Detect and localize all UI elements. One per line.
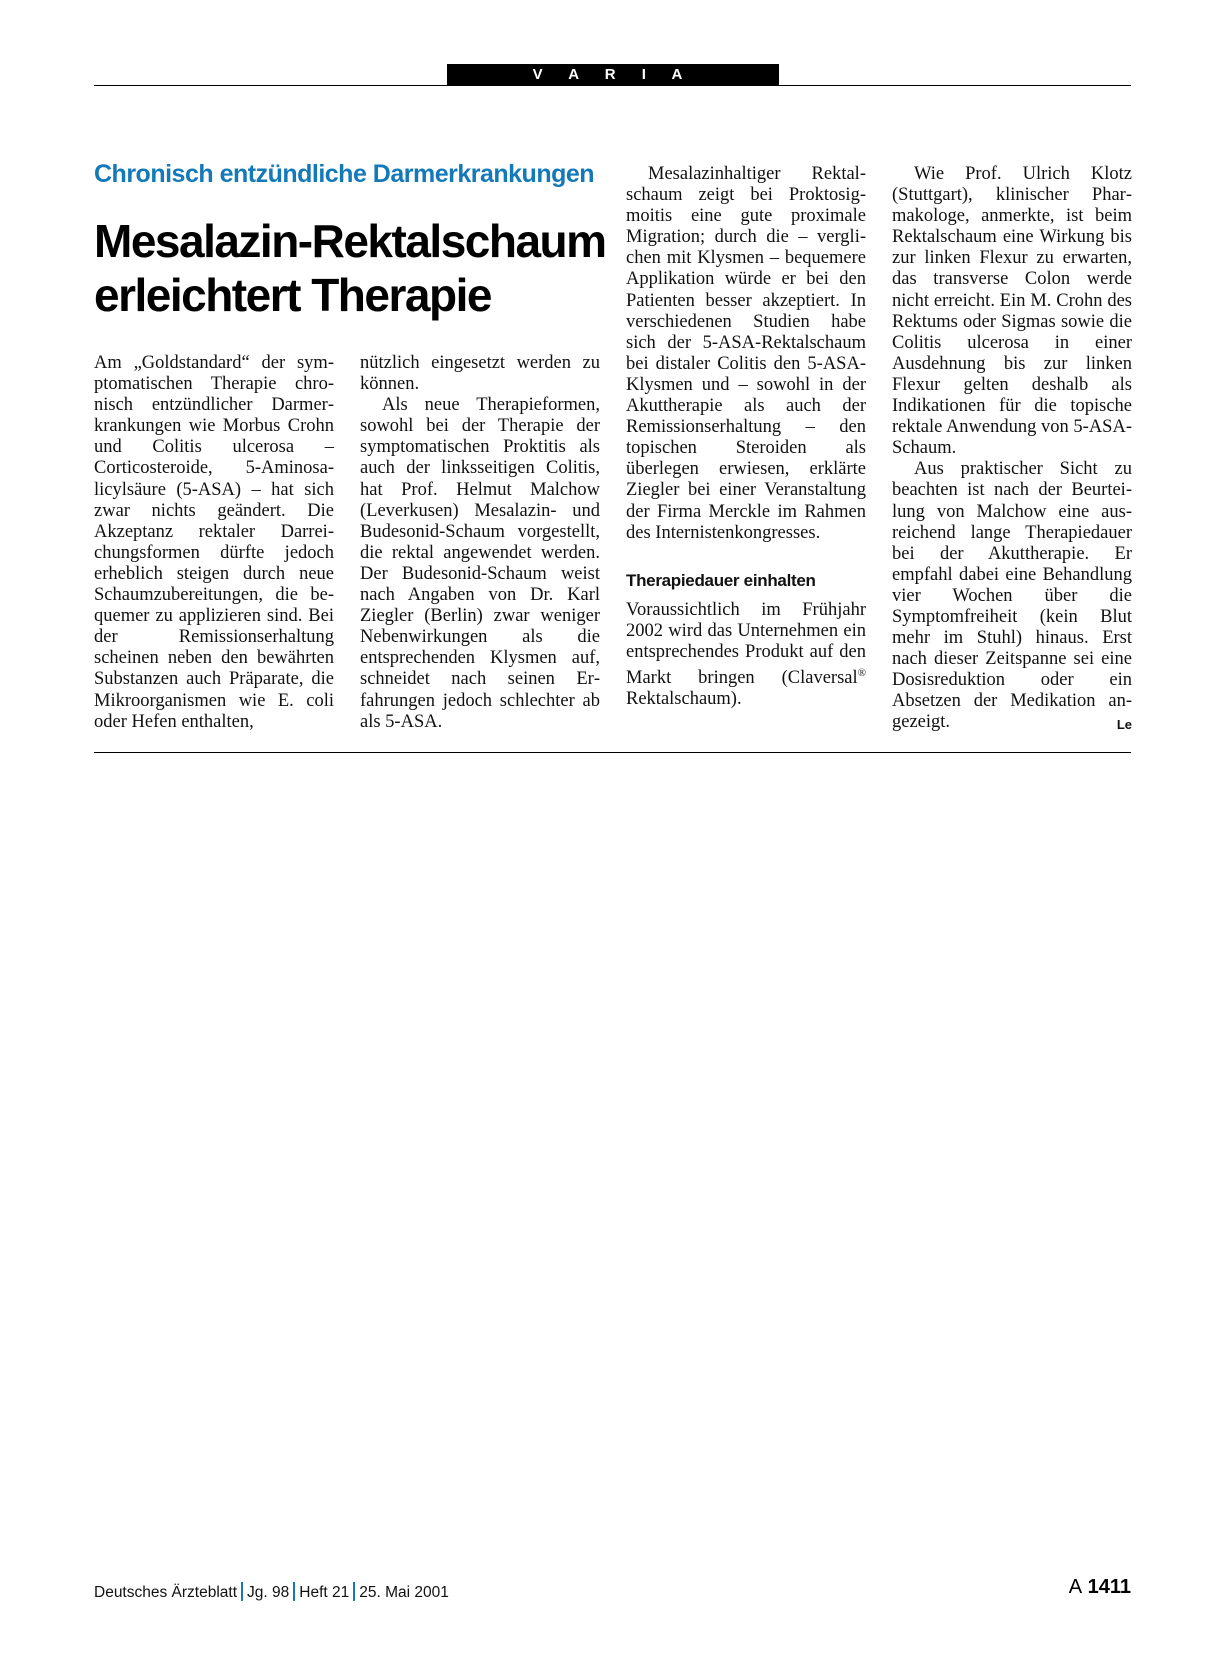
volume: Jg. 98 <box>247 1584 290 1601</box>
issue-date: 25. Mai 2001 <box>359 1584 449 1601</box>
author-initials: Le <box>1116 717 1132 733</box>
separator <box>293 1582 295 1601</box>
text-column-1 <box>94 353 334 733</box>
footer-citation <box>94 1582 449 1602</box>
text-column-4 <box>892 164 1132 736</box>
separator <box>241 1582 243 1601</box>
issue: Heft 21 <box>299 1584 350 1601</box>
paragraph <box>892 459 1132 733</box>
page-number-value: 1411 <box>1087 1576 1131 1598</box>
article-kicker: Chronisch entzündliche Darmerkrankungen <box>94 160 595 188</box>
separator <box>353 1582 355 1601</box>
registered-mark: ® <box>857 666 866 679</box>
article-headline: Mesalazin-Rektalschaum erleichtert Therapie <box>94 215 606 321</box>
journal-name: Deutsches Ärzteblatt <box>94 1584 238 1601</box>
section-label: V A R I A <box>447 64 779 86</box>
paragraph: Am „Goldstandard“ der symptomatischen Therapie chronisch entzündlicher Darmerkrankungen wie Morbus Crohn und Colitis ulcerosa – Corticosteroide, 5-Aminosalicylsäure (5-ASA) – hat sich zwar nichts geändert. Die Akzeptanz rektaler Darreichungsformen dürfte jedoch erheblich steigen durch neue Schaumzubereitungen, die bequemer zu applizieren sind. Bei der Remissionserhaltung scheinen neben den bewährten Substanzen auch Präparate, die Mikroorganismen wie E. coli oder Hefen enthalten, <box>94 353 334 732</box>
paragraph-text: Rektalschaum). <box>626 689 742 710</box>
section-subheading: Therapiedauer einhalten <box>626 570 816 590</box>
paragraph: nützlich eingesetzt werden zu können. <box>360 353 600 395</box>
paragraph: Als neue Therapieformen, sowohl bei der Therapie der symptomatischen Proktitis als auch der linksseitigen Colitis, hat Prof. Helmut Malchow (Leverkusen) Mesalazin- und Budesonid-Schaum vorgestellt, die rektal angewendet werden. Der Budesonid-Schaum weist nach Angaben von Dr. Karl Ziegler (Berlin) zwar weniger Nebenwirkungen als die entsprechenden Klysmen auf, schneidet nach seinen Erfahrungen jedoch schlechter ab als 5-ASA. <box>360 395 600 732</box>
paragraph <box>626 600 866 711</box>
page-number <box>1069 1576 1131 1599</box>
paragraph: Wie Prof. Ulrich Klotz (Stuttgart), klinischer Pharmakologe, anmerkte, ist beim Rektalschaum eine Wirkung bis zur linken Flexur zu erwarten, das transverse Colon werde nicht erreicht. Ein M. Crohn des Rektums oder Sigmas sowie die Colitis ulcerosa in einer Ausdehnung bis zur linken Flexur gelten deshalb als Indikationen für die topische rektale Anwendung von 5-ASA-Schaum. <box>892 164 1132 459</box>
text-column-2 <box>360 353 600 733</box>
text-column-3 <box>626 164 866 710</box>
article-end-rule <box>94 752 1131 753</box>
paragraph-text: Aus praktischer Sicht zu beachten ist nach der Beurteilung von Malchow eine ausreichend lange Therapiedauer bei der Akuttherapie. Er empfahl dabei eine Behandlung vier Wochen über die Symptomfreiheit (kein Blut mehr im Stuhl) hinaus. Erst nach dieser Zeitspanne sei eine Dosisreduktion oder ein Absetzen der Medikation angezeigt. <box>892 459 1132 733</box>
paragraph-text: Voraussichtlich im Frühjahr 2002 wird das Unternehmen ein entsprechendes Produkt auf den Markt bringen (Claversal <box>626 599 866 689</box>
paragraph: Mesalazinhaltiger Rektalschaum zeigt bei Proktosigmoitis eine gute proximale Migration; durch die – verglichen mit Klysmen – bequemere Applikation würde er bei den Patienten besser akzeptiert. In verschiedenen Studien habe sich der 5-ASA-Rektalschaum bei distaler Colitis den 5-ASA-Klysmen und – sowohl in der Akuttherapie als auch der Remissionserhaltung – den topischen Steroiden als überlegen erwiesen, erklärte Ziegler bei einer Veranstaltung der Firma Merckle im Rahmen des Internistenkongresses. <box>626 164 866 543</box>
page-prefix: A <box>1068 1576 1083 1598</box>
